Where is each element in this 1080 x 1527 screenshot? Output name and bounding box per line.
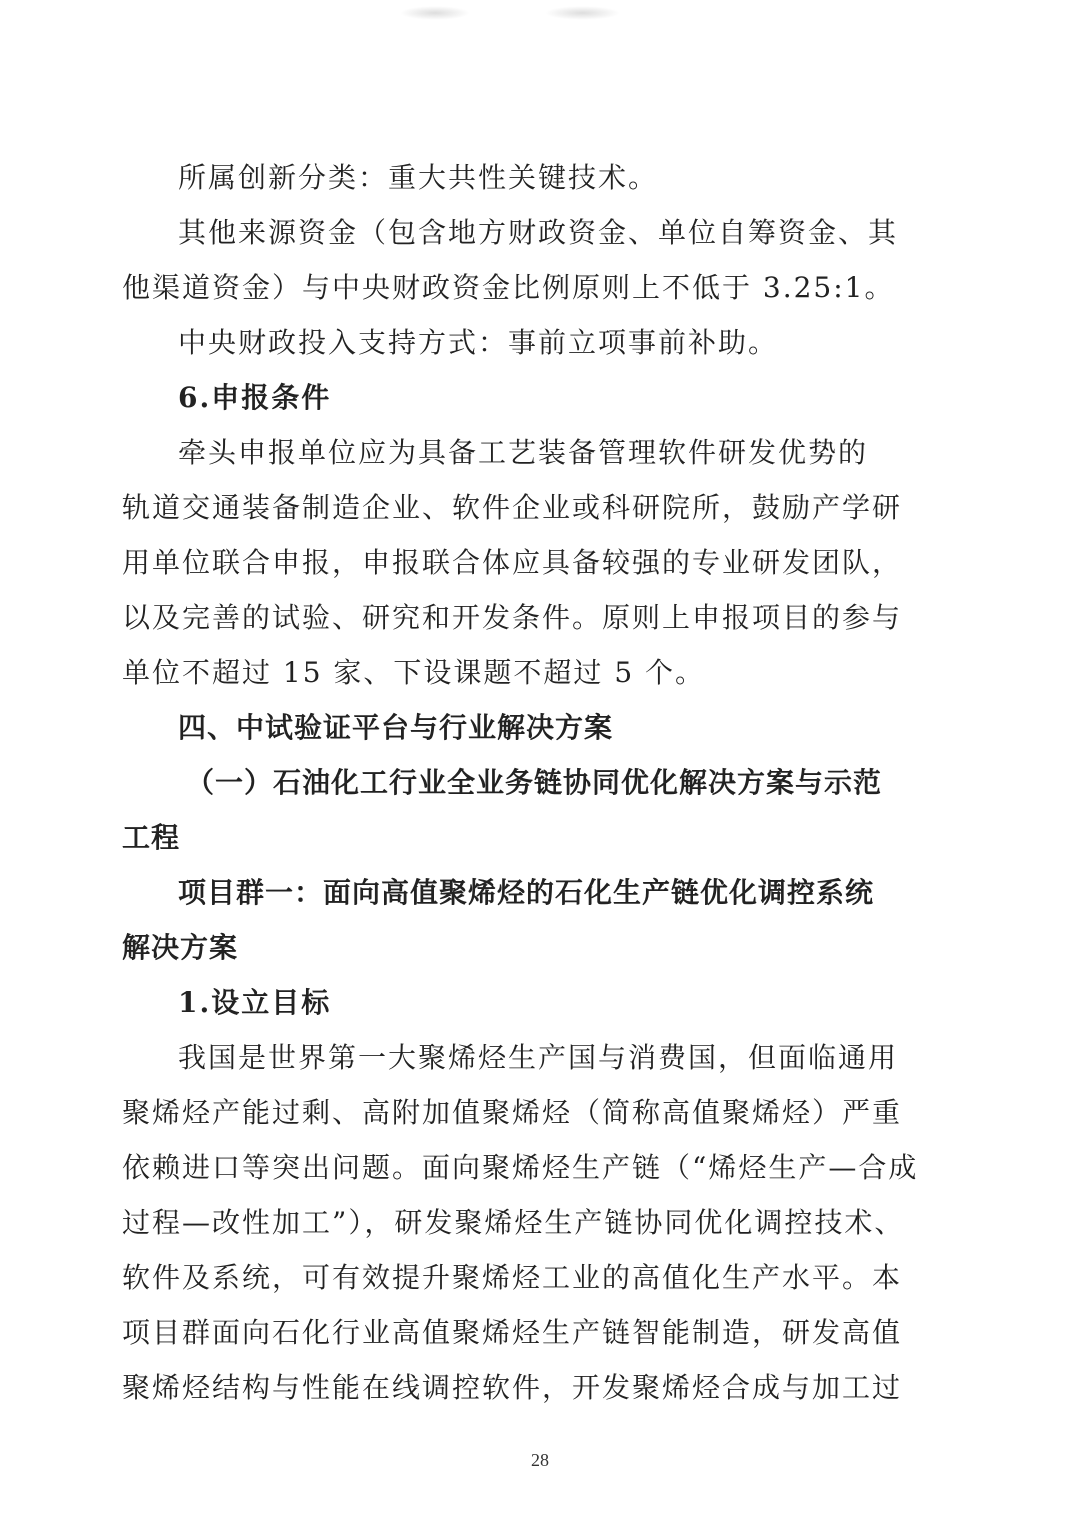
project-group-heading: 解决方案 (122, 931, 239, 964)
scan-artifact (400, 6, 470, 20)
subsection-heading: （一）石油化工行业全业务链协同优化解决方案与示范 (186, 766, 883, 799)
paragraph-line: 所属创新分类：重大共性关键技术。 (178, 161, 659, 194)
subsection-heading: 工程 (122, 821, 181, 854)
paragraph-line: 软件及系统，可有效提升聚烯烃工业的高值化生产水平。本 (122, 1261, 903, 1294)
paragraph-line: 中央财政投入支持方式：事前立项事前补助。 (178, 326, 779, 359)
paragraph-line: 项目群面向石化行业高值聚烯烃生产链智能制造，研发高值 (122, 1316, 903, 1349)
paragraph-line: 单位不超过 15 家、下设课题不超过 5 个。 (122, 656, 706, 689)
paragraph-line: 轨道交通装备制造企业、软件企业或科研院所，鼓励产学研 (122, 491, 903, 524)
paragraph-line: 以及完善的试验、研究和开发条件。原则上申报项目的参与 (122, 601, 903, 634)
project-group-heading: 项目群一：面向高值聚烯烃的石化生产链优化调控系统 (178, 876, 875, 909)
paragraph-line: 其他来源资金（包含地方财政资金、单位自筹资金、其 (178, 216, 899, 249)
paragraph-line: 我国是世界第一大聚烯烃生产国与消费国，但面临通用 (178, 1041, 899, 1074)
scan-artifact (545, 6, 620, 20)
paragraph-line: 牵头申报单位应为具备工艺装备管理软件研发优势的 (178, 436, 869, 469)
paragraph-line: 聚烯烃结构与性能在线调控软件，开发聚烯烃合成与加工过 (122, 1371, 903, 1404)
paragraph-line: 依赖进口等突出问题。面向聚烯烃生产链（“烯烃生产—合成 (122, 1151, 919, 1184)
section-heading: 6.申报条件 (178, 381, 332, 414)
paragraph-line: 聚烯烃产能过剩、高附加值聚烯烃（简称高值聚烯烃）严重 (122, 1096, 903, 1129)
paragraph-line: 他渠道资金）与中央财政资金比例原则上不低于 3.25:1。 (122, 271, 895, 304)
paragraph-line: 过程—改性加工”），研发聚烯烃生产链协同优化调控技术、 (122, 1206, 905, 1239)
paragraph-line: 用单位联合申报，申报联合体应具备较强的专业研发团队， (122, 546, 903, 579)
section-heading: 1.设立目标 (178, 986, 332, 1019)
chapter-heading: 四、中试验证平台与行业解决方案 (178, 711, 614, 744)
page-number: 28 (531, 1450, 549, 1470)
